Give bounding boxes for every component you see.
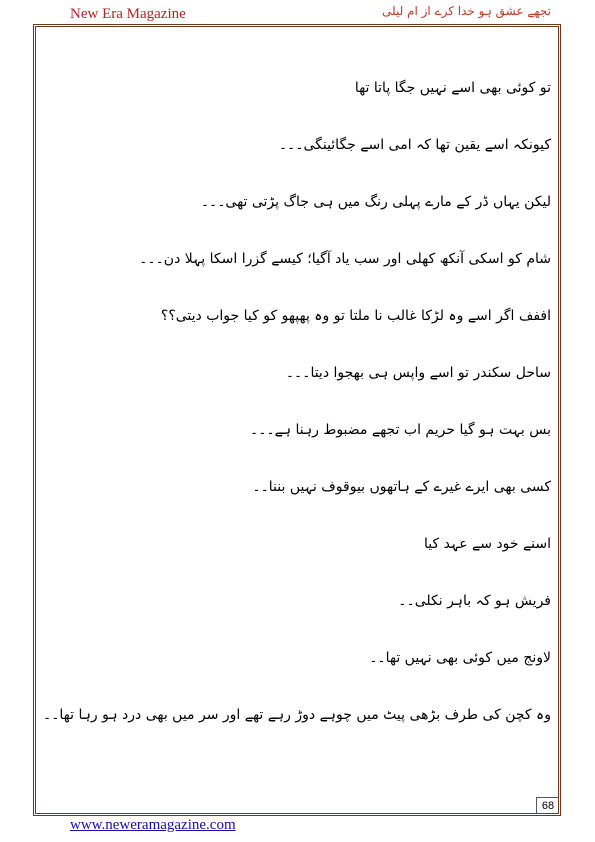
text-line: وہ کچن کی طرف بڑھی پیٹ میں چوہے دوڑ رہے تھے اور سر میں بھی درد ہو رہا تھا۔۔ xyxy=(42,707,551,723)
book-title: تجھے عشق ہو خدا کرے از ام لیلی xyxy=(381,4,551,18)
magazine-name: New Era Magazine xyxy=(70,6,186,22)
text-line: شام کو اسکی آنکھ کھلی اور سب یاد آگیا؛ کیسے گزرا اسکا پہلا دن۔۔۔ xyxy=(139,251,551,267)
text-line: تو کوئی بھی اسے نہیں جگا پاتا تھا xyxy=(354,80,551,96)
text-line: کیونکہ اسے یقین تھا کہ امی اسے جگائینگی۔۔۔ xyxy=(278,137,551,153)
text-line: بس بہت ہو گیا حریم اب تجھے مضبوط رہنا ہے۔۔۔ xyxy=(250,422,551,438)
text-line: لیکن یہاں ڈر کے مارے پہلی رنگ میں ہی جاگ پڑتی تھی۔۔۔ xyxy=(200,194,551,210)
text-line: اسنے خود سے عہد کیا xyxy=(424,536,551,552)
text-line: ساحل سکندر تو اسے واپس ہی بھجوا دیتا۔۔۔ xyxy=(285,365,551,381)
text-line: اففف اگر اسے وہ لڑکا غالب نا ملتا تو وہ پھپھو کو کیا جواب دیتی؟؟ xyxy=(160,308,551,324)
text-line: کسی بھی ایرے غیرے کے ہاتھوں بیوقوف نہیں بننا۔۔ xyxy=(252,479,551,495)
page-number: 68 xyxy=(536,797,559,814)
website-link[interactable]: www.neweramagazine.com xyxy=(70,817,236,833)
text-line: فریش ہو کہ باہر نکلی۔۔ xyxy=(398,593,551,609)
text-line: لاونج میں کوئی بھی نہیں تھا۔۔ xyxy=(369,650,551,666)
